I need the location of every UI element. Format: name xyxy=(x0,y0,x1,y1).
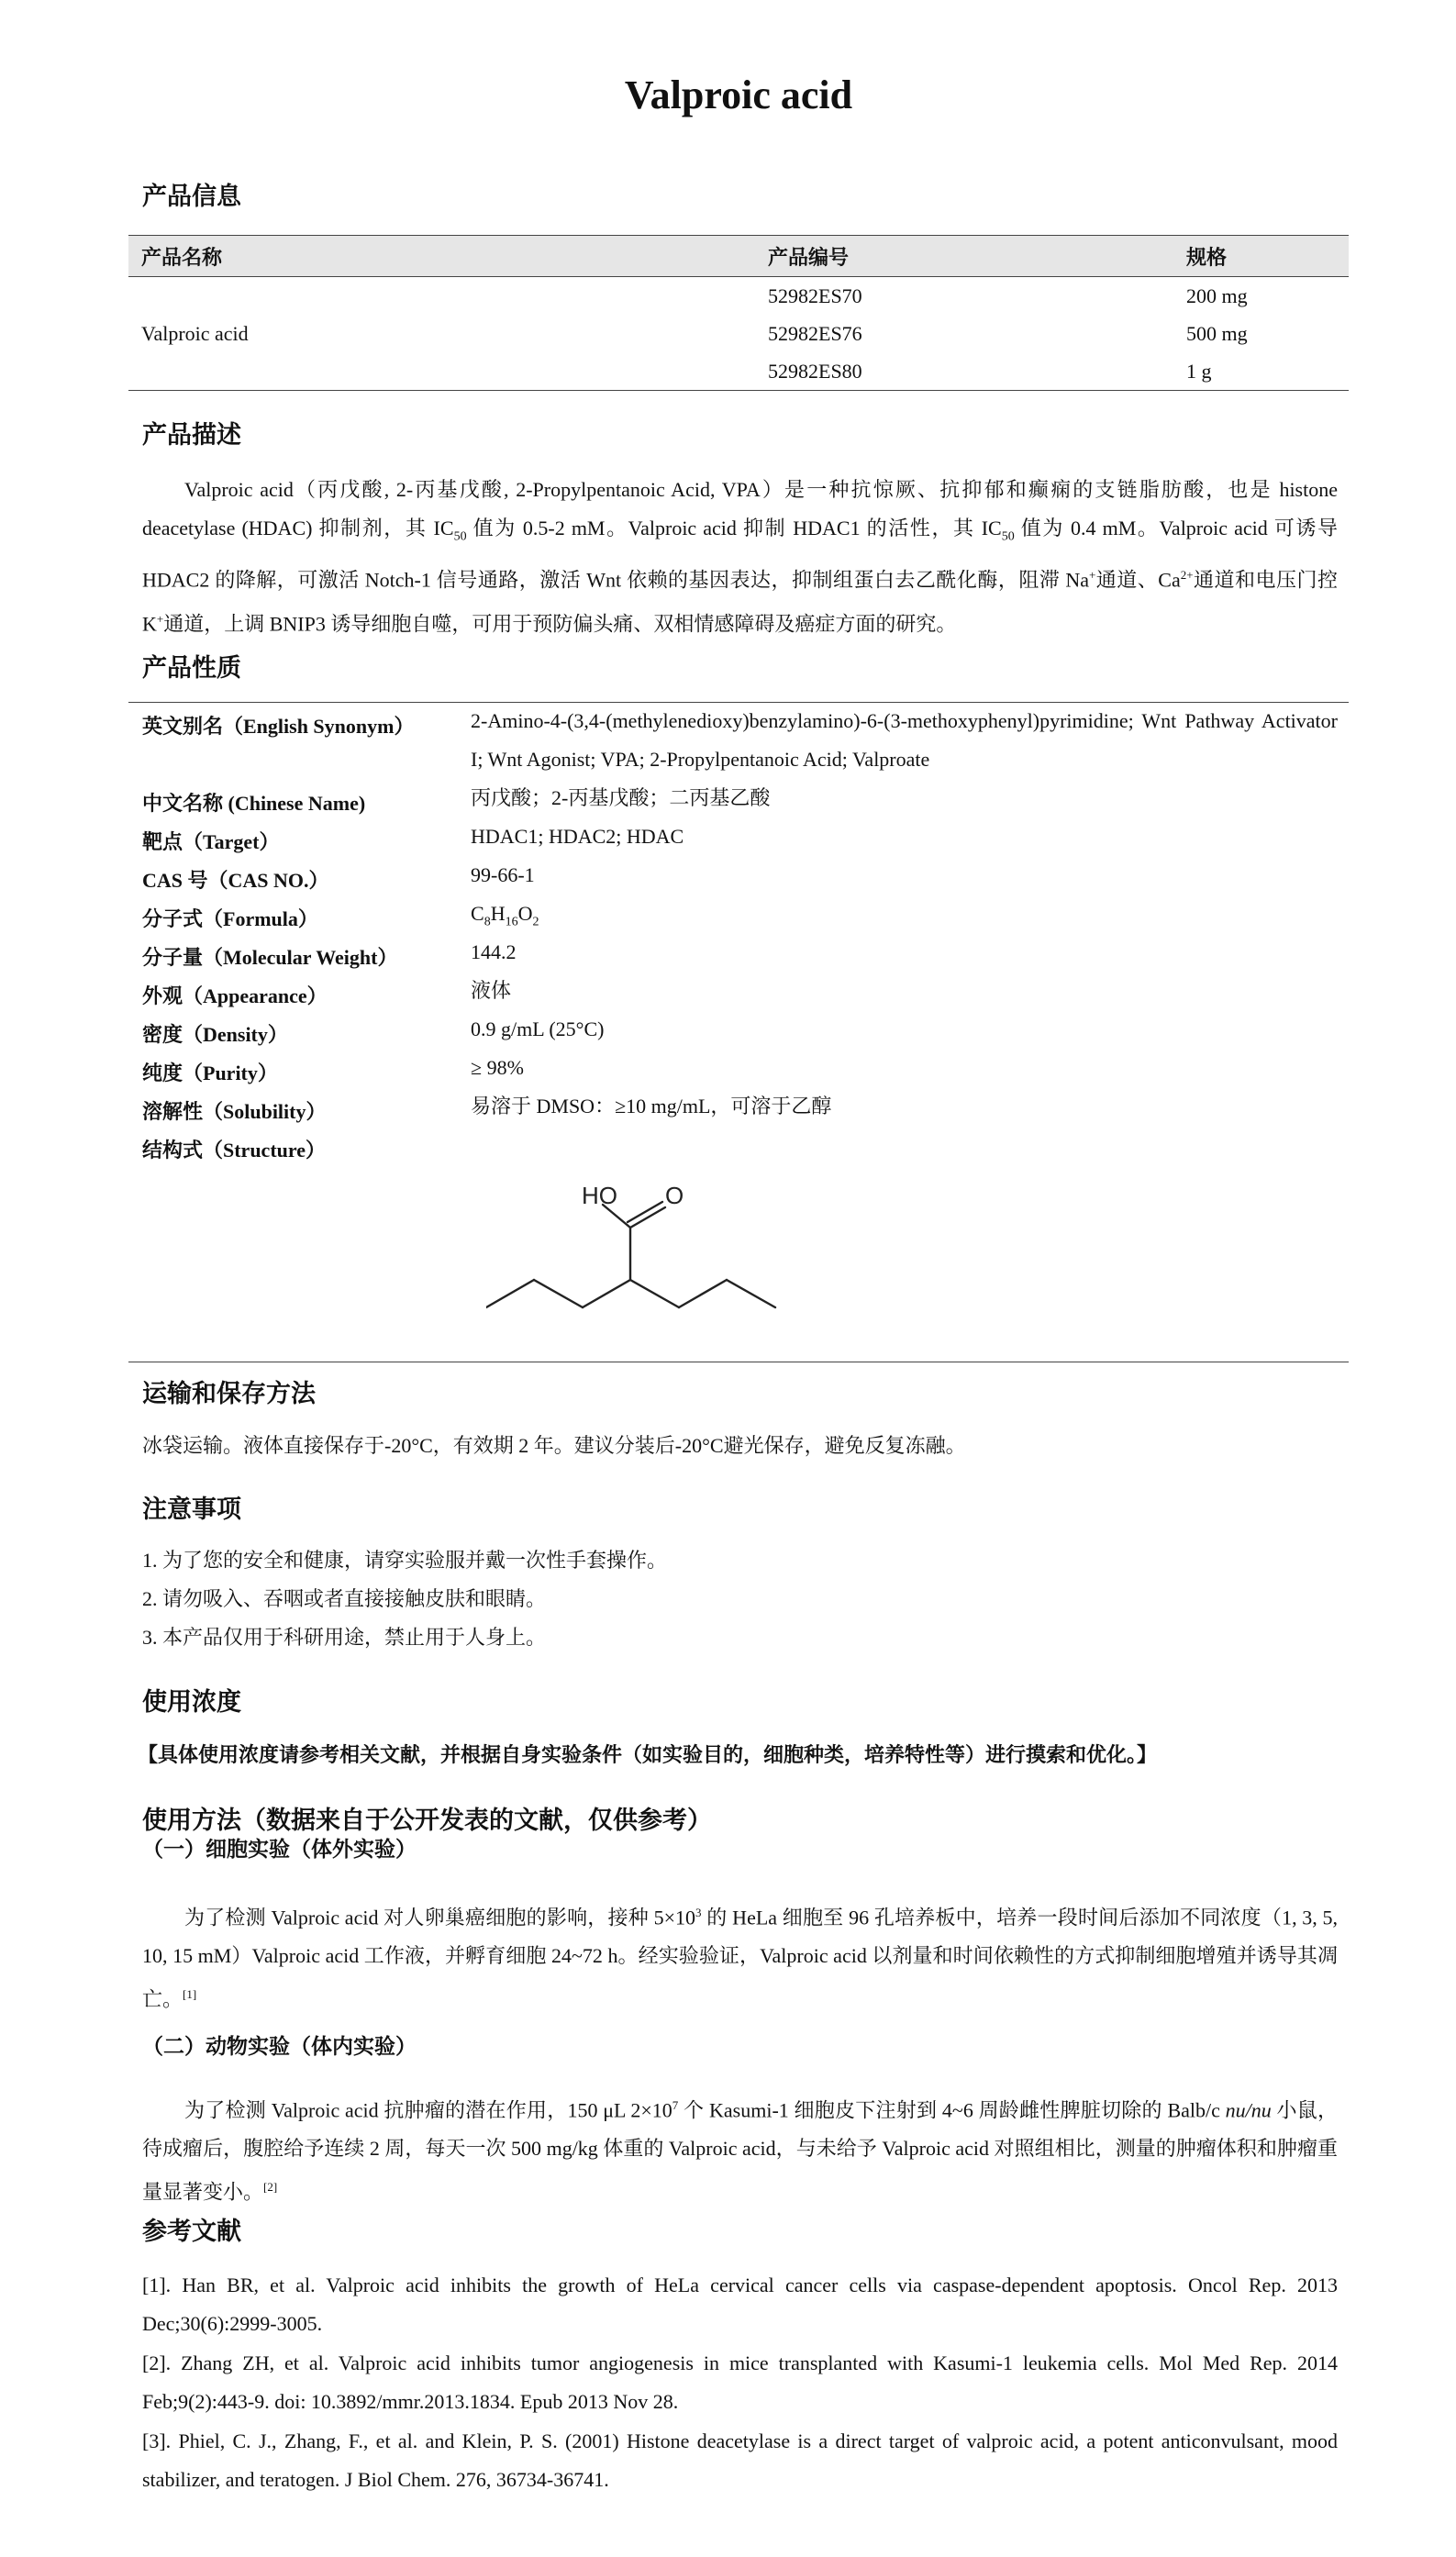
header-product-name: 产品名称 xyxy=(128,236,755,277)
header-product-code: 产品编号 xyxy=(755,236,1173,277)
page-title: Valproic acid xyxy=(624,72,853,117)
solubility-value: 易溶于 DMSO：≥10 mg/mL，可溶于乙醇 xyxy=(471,1095,832,1117)
structure-label: 结构式（Structure） xyxy=(142,1139,327,1162)
mw-value: 144.2 xyxy=(471,940,517,963)
appearance-label: 外观（Appearance） xyxy=(142,984,328,1007)
reference-item: [2]. Zhang ZH, et al. Valproic acid inhibits tumor angiogenesis in mice transplanted with Kasumi-1 leukemia cells. Mol Med Rep. 2014 Feb;9(2):443-9. doi: 10.3892/mmr.2013.1834. Epub 2013 Nov 28. xyxy=(142,2351,1338,2413)
spec-cell: 1 g xyxy=(1173,352,1349,391)
synonym-value: 2-Amino-4-(3,4-(methylenedioxy)benzylamino)-6-(3-methoxyphenyl)pyrimidine; Wnt Pathway Activator I; Wnt Agonist; VPA; 2-Propylpentanoic Acid; Valproate xyxy=(471,709,1338,771)
structure-o-label: O xyxy=(665,1182,684,1209)
notes-item: 3. 本产品仅用于科研用途，禁止用于人身上。 xyxy=(142,1626,547,1649)
mw-label: 分子量（Molecular Weight） xyxy=(142,946,398,969)
bond-line xyxy=(679,1280,727,1307)
reference-item: [3]. Phiel, C. J., Zhang, F., et al. and Klein, P. S. (2001) Histone deacetylase is a direct target of valproic acid, a potent anticonvulsant, mood stabilizer, and teratogen. J Biol Chem. 276, 36734-36741. xyxy=(142,2429,1338,2491)
table-row xyxy=(128,277,1349,316)
description-paragraph: Valproic acid（丙戊酸, 2-丙基戊酸, 2-Propylpentanoic Acid, VPA）是一种抗惊厥、抗抑郁和癫痫的支链脂肪酸，也是 histone deacetylase (HDAC) 抑制剂，其 $IC_{50}$ 值为 0.5-2 mM。Valproic acid 抑制 HDAC1 的活性，其 $IC_{50}$ 值为 0.4 mM。Valproic acid 可诱导 HDAC2 的降解，可激活 Notch-1 信号通路，激活 Wnt 依赖的基因表达，抑制组蛋白去乙酰化酶，阻滞 Na+通道、$Ca^{2+}$通道和电压门控 K+通道，上调 BNIP3 诱导细胞自噬，可用于预防偏头痛、双相情感障碍及癌症方面的研究。 xyxy=(142,478,1338,636)
section-title-methods: 使用方法（数据来自于公开发表的文献，仅供参考） xyxy=(142,1807,712,1834)
animal-experiment-title: （二）动物实验（体内实验） xyxy=(142,2035,417,2058)
solubility-label: 溶解性（Solubility） xyxy=(142,1100,327,1123)
structure-ho-label: HO xyxy=(582,1182,617,1209)
density-label: 密度（Density） xyxy=(142,1023,288,1046)
cas-label: CAS 号（CAS NO.） xyxy=(142,869,329,892)
density-value: 0.9 g/mL (25°C) xyxy=(471,1017,605,1040)
chinese-name-value: 丙戊酸；2-丙基戊酸；二丙基乙酸 xyxy=(471,786,771,809)
bond-line xyxy=(583,1280,630,1307)
section-title-references: 参考文献 xyxy=(142,2218,241,2245)
bond-line xyxy=(727,1280,775,1307)
product-code-cell: 52982ES76 xyxy=(768,321,862,345)
section-title-properties: 产品性质 xyxy=(142,654,241,682)
cell-experiment-title: （一）细胞实验（体外实验） xyxy=(142,1838,417,1861)
animal-experiment-paragraph: 为了检测 Valproic acid 抗肿瘤的潜在作用，150 μL $2\times 10^7$ 个 Kasumi-1 细胞皮下注射到 4~6 周龄雌性脾脏切除的 Balb/c nu/nu 小鼠，待成瘤后，腹腔给予连续 2 周，每天一次 500 mg/kg 体重的 Valproic acid，与未给予 Valproic acid 对照组相比，测量的肿瘤体积和肿瘤重量显著变小。[2] xyxy=(142,2098,1338,2204)
section-title-info: 产品信息 xyxy=(142,183,241,210)
concentration-text: 【具体使用浓度请参考相关文献，并根据自身实验条件（如实验目的，细胞种类，培养特性等）进行摸索和优化。】 xyxy=(138,1743,1158,1766)
bond-line xyxy=(630,1280,679,1307)
product-code-cell: 52982ES70 xyxy=(768,283,862,307)
purity-label: 纯度（Purity） xyxy=(142,1062,278,1084)
notes-item: 2. 请勿吸入、吞咽或者直接接触皮肤和眼睛。 xyxy=(142,1587,547,1610)
target-value: HDAC1; HDAC2; HDAC xyxy=(471,825,684,848)
product-code-cell: 52982ES80 xyxy=(755,352,1173,391)
bond-line xyxy=(486,1280,534,1307)
chinese-name-label: 中文名称 (Chinese Name) xyxy=(142,792,366,815)
reference-item: [1]. Han BR, et al. Valproic acid inhibits the growth of HeLa cervical cancer cells via caspase-dependent apoptosis. Oncol Rep. 2013 Dec;30(6):2999-3005. xyxy=(142,2274,1338,2335)
citation-link[interactable]: [2] xyxy=(263,2180,278,2195)
header-spec: 规格 xyxy=(1173,236,1349,277)
structure-diagram xyxy=(486,1165,817,1330)
synonym-label: 英文别名（English Synonym） xyxy=(142,715,415,738)
section-title-storage: 运输和保存方法 xyxy=(142,1380,316,1407)
formula-value: $C_8H_{16}O_2$ xyxy=(471,902,539,929)
table-header-row xyxy=(128,236,1349,277)
section-title-notes: 注意事项 xyxy=(142,1495,241,1523)
target-label: 靶点（Target） xyxy=(142,830,280,853)
cell-experiment-paragraph: 为了检测 Valproic acid 对人卵巢癌细胞的影响，接种 $5\times 10^3$ 的 HeLa 细胞至 96 孔培养板中，培养一段时间后添加不同浓度（1, 3, 5, 10, 15 mM）Valproic acid 工作液，并孵育细胞 24~72 h。经实验验证，Valproic acid 以剂量和时间依赖性的方式抑制细胞增殖并诱导其凋亡。[1] xyxy=(142,1906,1338,2011)
purity-value: ≥ 98% xyxy=(471,1056,524,1079)
cas-value: 99-66-1 xyxy=(471,863,535,886)
spec-cell: 500 mg xyxy=(1186,321,1248,345)
formula-label: 分子式（Formula） xyxy=(142,907,318,930)
bond-line xyxy=(534,1280,583,1307)
spec-cell: 200 mg xyxy=(1186,283,1248,307)
product-info-table xyxy=(128,235,1349,391)
section-title-concentration: 使用浓度 xyxy=(142,1688,241,1716)
citation-link[interactable]: [1] xyxy=(183,1987,197,2002)
product-name-cell: Valproic acid xyxy=(128,277,755,391)
appearance-value: 液体 xyxy=(471,979,512,1002)
section-title-description: 产品描述 xyxy=(142,421,241,449)
notes-item: 1. 为了您的安全和健康，请穿实验服并戴一次性手套操作。 xyxy=(142,1549,668,1572)
storage-text: 冰袋运输。液体直接保存于-20°C，有效期 2 年。建议分装后-20°C避光保存，避免反复冻融。 xyxy=(142,1434,966,1457)
